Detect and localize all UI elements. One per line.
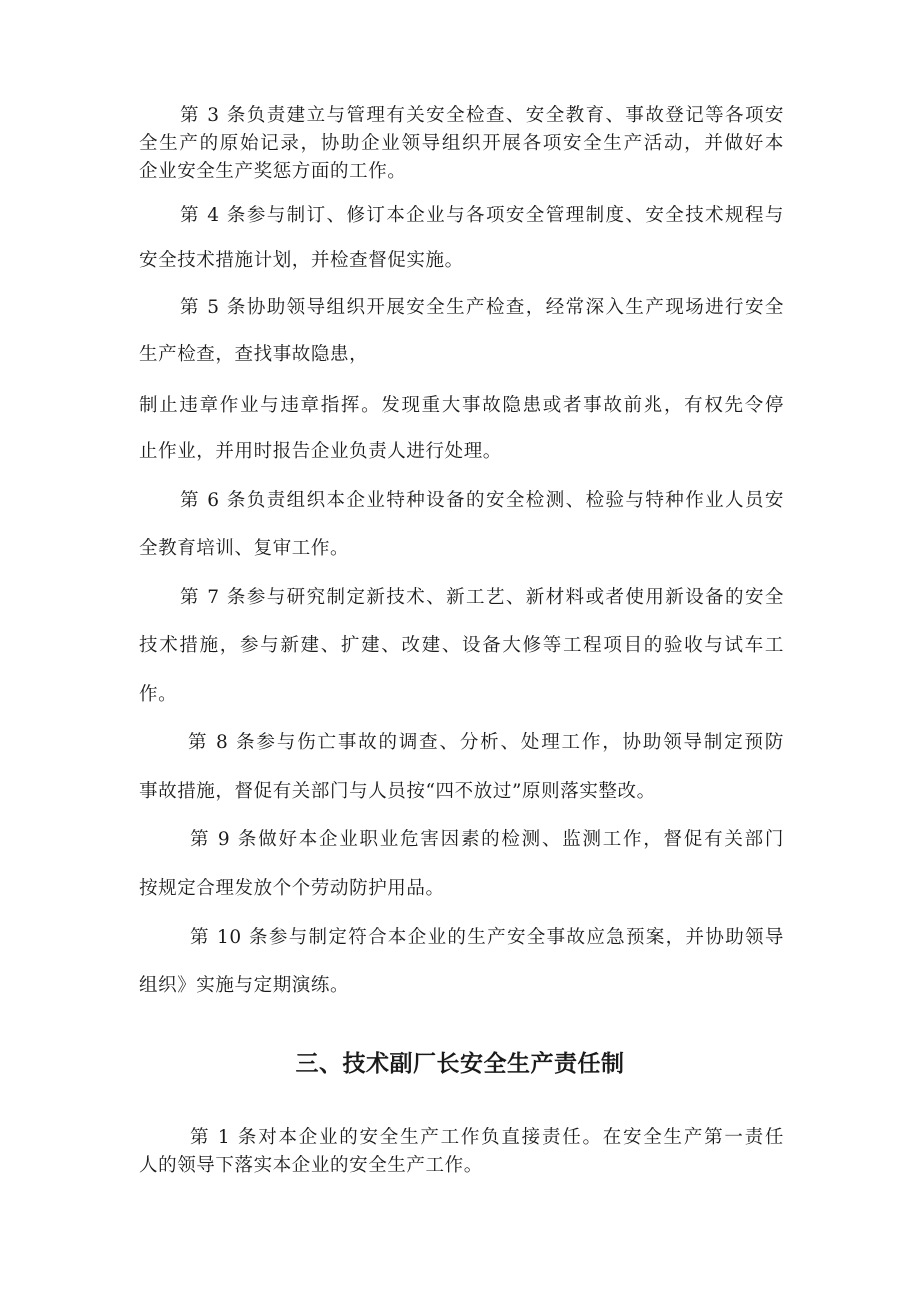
section-article-1-line-2: 人的领导下落实本企业的安全生产工作。	[139, 1155, 483, 1176]
article-3-line-1: 第 3 条负责建立与管理有关安全检查、安全教育、事故登记等各项安	[180, 105, 784, 126]
article-8-line-2: 事故措施，督促有关部门与人员按“四不放过”原则落实整改。	[139, 781, 656, 802]
article-3-line-3: 企业安全生产奖惩方面的工作。	[139, 161, 407, 182]
article-7-line-3: 作。	[139, 684, 178, 705]
article-6-line-2: 全教育培训、复审工作。	[139, 538, 350, 559]
article-4-line-2: 安全技术措施计划，并检查督促实施。	[139, 250, 464, 271]
article-5-line-3: 制止违章作业与违章指挥。发现重大事故隐患或者事故前兆，有权先令停	[139, 395, 784, 416]
section-heading: 三、技术副厂长安全生产责任制	[295, 1051, 625, 1077]
article-10-line-2: 组织》实施与定期演练。	[139, 975, 350, 996]
article-7-line-1: 第 7 条参与研究制定新技术、新工艺、新材料或者使用新设备的安全	[180, 587, 784, 608]
article-5-line-4: 止作业，并用时报告企业负责人进行处理。	[139, 441, 502, 462]
article-10-line-1: 第 10 条参与制定符合本企业的生产安全事故应急预案，并协助领导	[190, 927, 784, 948]
section-article-1-line-1: 第 1 条对本企业的安全生产工作负直接责任。在安全生产第一责任	[190, 1127, 784, 1148]
article-9-line-1: 第 9 条做好本企业职业危害因素的检测、监测工作，督促有关部门	[190, 829, 784, 850]
article-5-line-2: 生产检查，查找事故隐患，	[139, 344, 369, 365]
article-4-line-1: 第 4 条参与制订、修订本企业与各项安全管理制度、安全技术规程与	[180, 205, 784, 226]
article-6-line-1: 第 6 条负责组织本企业特种设备的安全检测、检验与特种作业人员安	[180, 490, 784, 511]
article-5-line-1: 第 5 条协助领导组织开展安全生产检查，经常深入生产现场进行安全	[180, 297, 784, 318]
article-9-line-2: 按规定合理发放个个劳动防护用品。	[139, 878, 445, 899]
article-8-line-1: 第 8 条参与伤亡事故的调查、分析、处理工作，协助领导制定预防	[188, 732, 784, 753]
article-3-line-2: 全生产的原始记录，协助企业领导组织开展各项安全生产活动，并做好本	[139, 133, 784, 154]
article-7-line-2: 技术措施，参与新建、扩建、改建、设备大修等工程项目的验收与试车工	[139, 635, 784, 656]
